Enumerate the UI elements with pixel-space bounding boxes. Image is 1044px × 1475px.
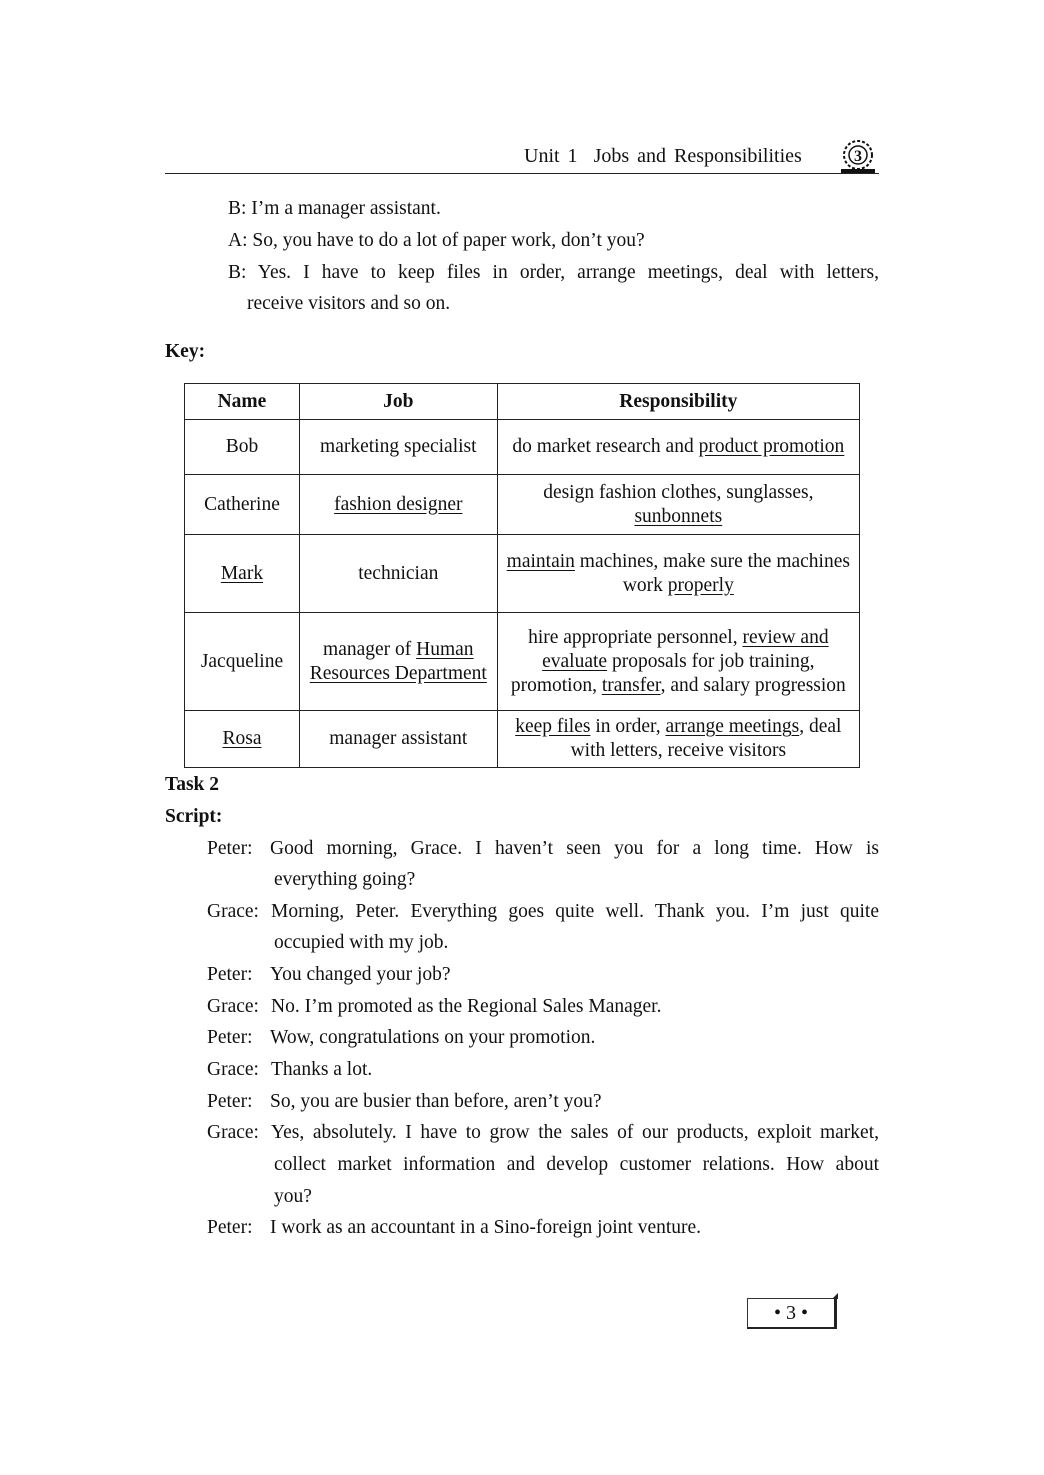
cell-job: manager assistant [299,711,497,768]
resp-answer: properly [667,574,734,596]
cell-name [185,711,300,768]
dialogue-line: B: Yes. I have to keep files in order, arrange meetings, deal with letters, [228,262,879,283]
cell-name: Catherine [185,475,300,535]
svg-text:3: 3 [854,148,862,165]
header-rule [165,173,879,174]
table-header-row [185,384,860,420]
task-heading: Task 2 [165,774,220,795]
column-header: Job [299,384,497,420]
cell-name [185,535,300,613]
cell-job [299,475,497,535]
name-answer: Mark [220,562,264,584]
resp-text: machines, make sure the machines work [574,550,850,596]
column-header: Responsibility [497,384,859,420]
resp-answer: keep files [515,716,591,737]
resp-answer: arrange meetings [665,716,800,737]
script-text: Thanks a lot. [271,1059,373,1080]
resp-answer: transfer [601,674,661,696]
cell-responsibility [497,613,859,711]
speaker-label: Peter: [207,1027,253,1048]
job-text: manager of [323,638,417,660]
script-text: occupied with my job. [274,932,449,953]
script-text: No. I’m promoted as the Regional Sales Manager. [271,996,662,1017]
dialogue-line: receive visitors and so on. [247,293,451,314]
speaker-label: Grace: [207,1059,259,1080]
cell-job [299,613,497,711]
speaker-label: Peter: [207,1091,253,1112]
unit-title: Jobs and Responsibilities [593,145,802,167]
resp-answer: review and evaluate [542,626,829,672]
dialogue-line: A: So, you have to do a lot of paper work, don’t you? [228,230,645,251]
speaker-label: Peter: [207,964,253,985]
publisher-logo-icon [838,138,878,176]
resp-text: , and salary progression [660,674,846,696]
table-row [185,420,860,475]
script-text: everything going? [274,869,416,890]
job-answer: fashion designer [334,493,463,515]
job-answer: Human Resources Department [309,638,487,684]
resp-answer: sunbonnets [634,505,723,527]
running-header [524,145,802,168]
resp-text: proposals for job training, promotion, [510,650,815,696]
column-header: Name [185,384,300,420]
cell-job: technician [299,535,497,613]
dialogue-line: B: I’m a manager assistant. [228,198,441,219]
table-row [185,535,860,613]
cell-responsibility [497,475,859,535]
script-text: Good morning, Grace. I haven’t seen you for a long time. How is [270,838,879,859]
resp-text: , deal with letters, receive visitors [570,716,842,761]
key-table [184,383,860,768]
script-text: collect market information and develop customer relations. How about [274,1154,879,1175]
script-text: So, you are busier than before, aren’t you? [270,1091,602,1112]
page-number: • 3 • [747,1298,837,1329]
script-text: You changed your job? [270,964,451,985]
speaker-label: Grace: [207,996,259,1017]
cell-responsibility [497,420,859,475]
unit-label: Unit 1 [524,145,578,167]
resp-text: in order, [590,716,666,737]
resp-text: do market research and [512,436,699,457]
script-text: Morning, Peter. Everything goes quite well. Thank you. I’m just quite [271,901,879,922]
table-row [185,475,860,535]
cell-name: Bob [185,420,300,475]
speaker-label: Peter: [207,838,253,859]
script-text: Yes, absolutely. I have to grow the sales of our products, exploit market, [271,1122,879,1143]
resp-answer: maintain [506,550,575,572]
name-answer: Rosa [222,728,262,749]
cell-responsibility [497,711,859,768]
script-label: Script: [165,806,223,827]
script-text: I work as an accountant in a Sino-foreign joint venture. [270,1217,702,1238]
speaker-label: Peter: [207,1217,253,1238]
script-text: you? [274,1186,312,1207]
table-row [185,613,860,711]
cell-job: marketing specialist [299,420,497,475]
resp-text: hire appropriate personnel, [528,626,743,648]
speaker-label: Grace: [207,1122,259,1143]
key-heading: Key: [165,341,206,362]
script-text: Wow, congratulations on your promotion. [270,1027,596,1048]
cell-name: Jacqueline [185,613,300,711]
resp-answer: product promotion [698,436,845,457]
cell-responsibility [497,535,859,613]
speaker-label: Grace: [207,901,259,922]
table-row [185,711,860,768]
resp-text: design fashion clothes, sunglasses, [543,481,814,503]
